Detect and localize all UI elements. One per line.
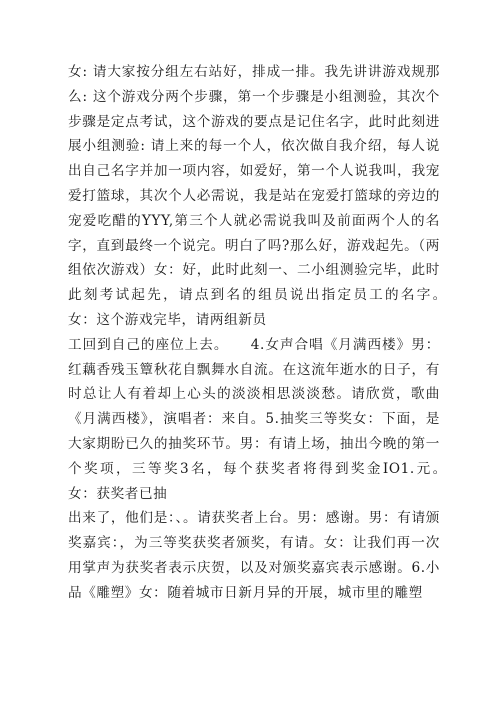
paragraph-1: 女: 请大家按分组左右站好，排成一排。我先讲讲游戏规那么: 这个游戏分两个步骤，第一个步骤是小组测验，其次个步骤是定点考试，这个游戏的要点是记住名字，此时此刻进展小组测验: 请上来的每一个人，依次做自我介绍，每人说出自己名字并加一项内容，如爱好，第一个人说我叫，我宠爱打篮球，其次个人必需说，我是站在宠爱打篮球的旁边的宠爱吃醋的YYY,第三个人就必需说我叫及前面两个人的名字，直到最终一个说完。明白了吗?那么好，游戏起先。（两组依次游戏）女：好，此时此刻一、二小组测验完毕，此时此刻考试起先，请点到名的组员说出指定员工的名字。 女：这个游戏完毕，请两组新员	[68, 64, 455, 328]
paragraph-3: 出来了，他们是：、。请获奖者上台。男：感谢。男：有请颁奖嘉宾：，为三等奖获奖者颁奖，有请。女：让我们再一次用掌声为获奖者表示庆贺，以及对颁奖嘉宾表示感谢。6.小品《雕塑》女：随着城市日新月异的开展，城市里的雕塑	[68, 510, 440, 601]
paragraph-2: 工回到自己的座位上去。 4.女声合唱《月满西楼》男：红藕香残玉簟秋花自飘舞水自流。在这流年逝水的日子，有时总让人有着却上心头的淡淡相思淡淡愁。请欣赏，歌曲《月满西楼》，演唱者：来自。5.抽奖三等奖女：下面，是大家期盼已久的抽奖环节。男：有请上场，抽出今晚的第一个奖项，三等奖3名，每个获奖者将得到奖金IO1.元。 女：获奖者已抽	[68, 336, 469, 502]
